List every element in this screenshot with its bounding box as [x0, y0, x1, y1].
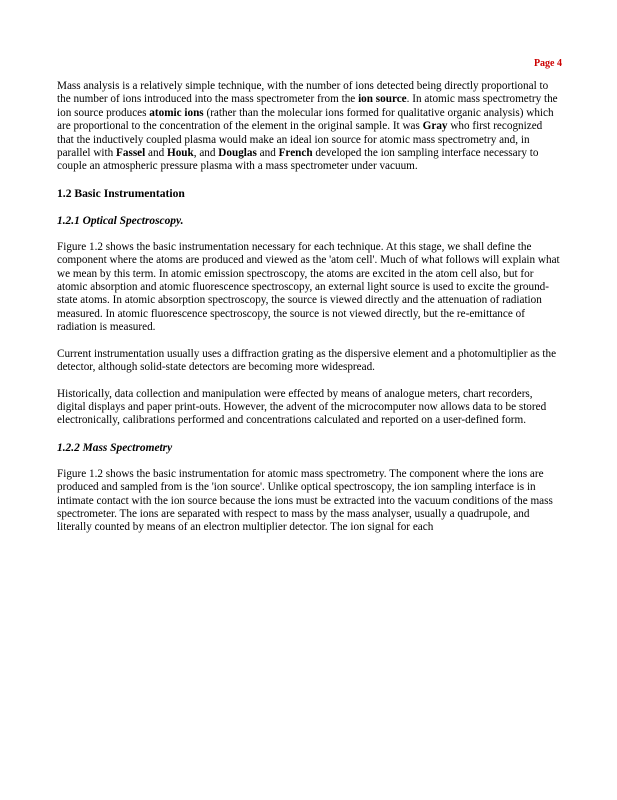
- subsection-heading-mass: 1.2.2 Mass Spectrometry: [57, 441, 173, 454]
- name-houk: Houk: [167, 147, 194, 160]
- page-number: Page 4: [533, 58, 562, 69]
- intro-text-7: and: [256, 147, 279, 160]
- optical-paragraph-3: Historically, data collection and manipulation were effected by means of analogue meters, chart recorders, digital displays and paper print-outs. However, the advent of the microcomputer now allows data to be stored electronically, calibrations performed and concentrations calculated and reported on a user-defined form.: [57, 387, 547, 427]
- name-douglas: Douglas: [218, 147, 257, 160]
- optical-paragraph-2: Current instrumentation usually uses a diffraction grating as the dispersive element and a photomultiplier as the detector, although solid-state detectors are becoming more widespread.: [57, 347, 557, 374]
- intro-text-1: Mass analysis is a relatively simple technique, with the number of ions detected being directly proportional to the number of ions introduced into the mass spectrometer from the: [57, 80, 549, 106]
- mass-paragraph: Figure 1.2 shows the basic instrumentation for atomic mass spectrometry. The component where the ions are produced and sampled from is the 'ion source'. Unlike optical spectroscopy, the ion sampling interface is in intimate contact with the ion source because the ions must be extracted into the vacuum conditions of the mass spectrometer. The ions are separated with respect to mass by the mass analyser, usually a quadrupole, and literally counted by means of an electron multiplier detector. The ion signal for each: [57, 467, 553, 534]
- term-ion-source: ion source: [358, 93, 407, 106]
- name-gray: Gray: [422, 120, 448, 133]
- intro-paragraph: [57, 80, 560, 174]
- section-heading: 1.2 Basic Instrumentation: [57, 186, 185, 200]
- term-atomic-ions: atomic ions: [149, 106, 204, 119]
- intro-text-8: developed the ion sampling interface necessary to couple an atmospheric pressure plasma with a mass spectrometer under vacuum.: [57, 147, 539, 173]
- intro-text-5: and: [145, 147, 167, 160]
- name-french: French: [278, 147, 313, 160]
- name-fassel: Fassel: [116, 147, 146, 160]
- intro-text-3: (rather than the molecular ions formed for qualitative organic analysis) which are proportional to the concentration of the element in the original sample. It was: [57, 106, 554, 133]
- intro-text-6: , and: [193, 147, 219, 160]
- subsection-heading-optical: 1.2.1 Optical Spectroscopy.: [57, 214, 184, 227]
- page-content: [57, 80, 560, 548]
- optical-paragraph-1: Figure 1.2 shows the basic instrumentation necessary for each technique. At this stage, we shall define the component where the atoms are produced and viewed as the 'atom cell'. Much of what follows will explain what we mean by this term. In atomic emission spectroscopy, the atoms are excited in the atom cell also, but for atomic absorption and atomic fluorescence spectroscopy, an external light source is used to excite the ground-state atoms. In atomic absorption spectroscopy, the source is viewed directly and the attenuation of radiation measured. In atomic fluorescence spectroscopy, the source is not viewed directly, but the re-emittance of radiation is measured.: [57, 240, 560, 334]
- intro-text-2: . In atomic mass spectrometry the ion source produces: [57, 93, 558, 119]
- intro-text-4: who first recognized that the inductively coupled plasma would make an ideal ion source for atomic mass spectrometry and, in parallel with: [57, 120, 543, 160]
